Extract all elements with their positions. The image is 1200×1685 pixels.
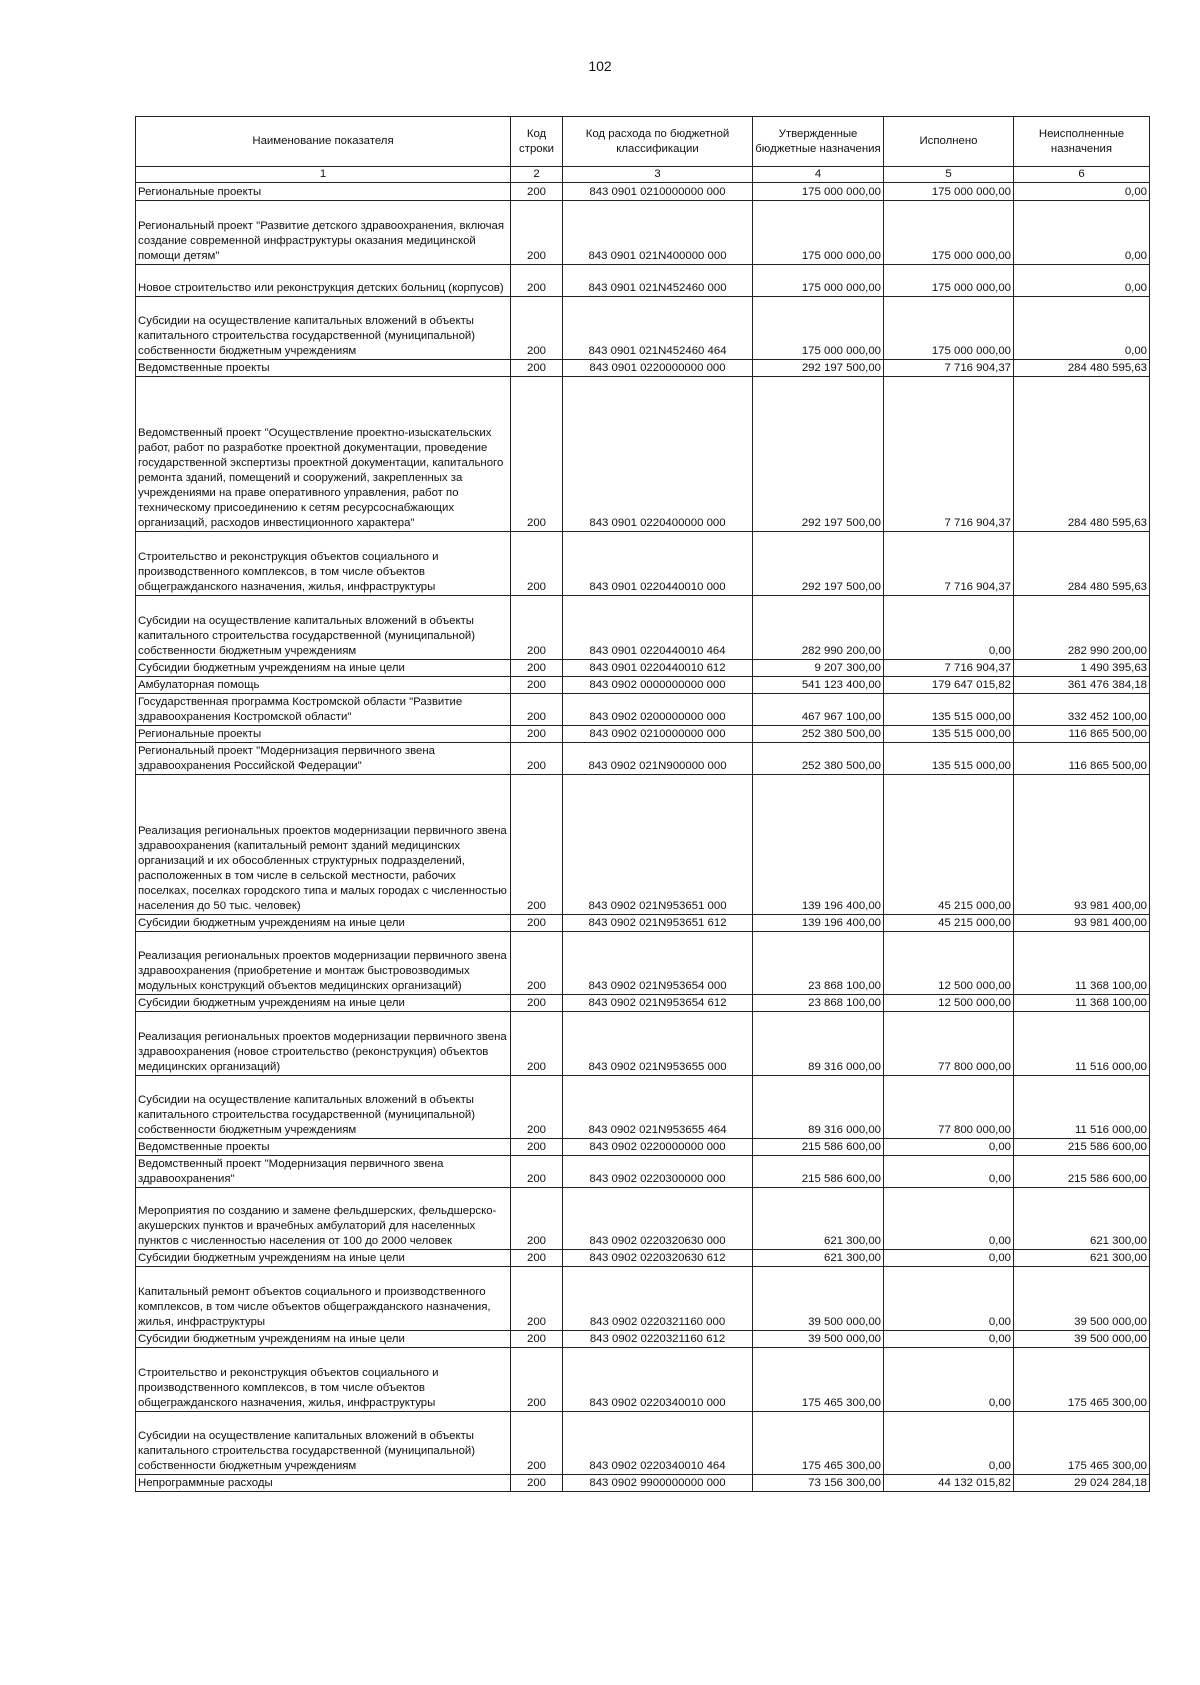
row-line-code: 200 [511,743,563,775]
row-expense-code: 843 0902 021N900000 000 [563,743,753,775]
row-expense-code: 843 0901 0220440010 612 [563,660,753,677]
row-line-code: 200 [511,297,563,360]
row-expense-code: 843 0901 0220440010 000 [563,532,753,596]
header-unexecuted: Неисполненные назначения [1014,117,1150,167]
row-executed: 175 000 000,00 [884,265,1014,297]
row-executed: 12 500 000,00 [884,932,1014,995]
row-unexecuted: 1 490 395,63 [1014,660,1150,677]
table-body [136,183,1150,1492]
row-approved: 89 316 000,00 [753,1012,884,1076]
row-unexecuted: 361 476 384,18 [1014,677,1150,694]
table-row [136,201,1150,265]
table-row [136,1012,1150,1076]
row-name: Субсидии бюджетным учреждениям на иные цели [136,1250,511,1267]
row-name: Ведомственные проекты [136,1139,511,1156]
row-executed: 175 000 000,00 [884,201,1014,265]
column-number: 6 [1014,167,1150,183]
row-approved: 139 196 400,00 [753,775,884,915]
row-unexecuted: 215 586 600,00 [1014,1156,1150,1188]
header-executed: Исполнено [884,117,1014,167]
row-name: Реализация региональных проектов модернизации первичного звена здравоохранения (капитальный ремонт зданий медицинских организаций и их обособленных структурных подразделений, расположенных в том числе в сельской местности, рабочих поселках, поселках городского типа и малых городах с численностью населения до 50 тыс. человек) [136,775,511,915]
row-expense-code: 843 0902 021N953654 000 [563,932,753,995]
row-unexecuted: 39 500 000,00 [1014,1331,1150,1348]
row-unexecuted: 29 024 284,18 [1014,1475,1150,1492]
row-unexecuted: 621 300,00 [1014,1250,1150,1267]
table-row [136,532,1150,596]
table-row [136,1076,1150,1139]
row-line-code: 200 [511,360,563,377]
table-row [136,297,1150,360]
row-line-code: 200 [511,932,563,995]
table-row [136,1331,1150,1348]
row-name: Реализация региональных проектов модернизации первичного звена здравоохранения (новое строительство (реконструкция) объектов медицинских организаций) [136,1012,511,1076]
row-executed: 175 000 000,00 [884,297,1014,360]
row-expense-code: 843 0902 0200000000 000 [563,694,753,726]
row-expense-code: 843 0901 021N400000 000 [563,201,753,265]
row-executed: 0,00 [884,1188,1014,1250]
row-name: Субсидии бюджетным учреждениям на иные цели [136,915,511,932]
row-line-code: 200 [511,183,563,201]
row-unexecuted: 621 300,00 [1014,1188,1150,1250]
header-row [136,117,1150,167]
table-row [136,1188,1150,1250]
row-name: Строительство и реконструкция объектов социального и производственного комплексов, в том числе объектов общегражданского назначения, жилья, инфраструктуры [136,1348,511,1412]
row-unexecuted: 0,00 [1014,201,1150,265]
row-executed: 0,00 [884,1250,1014,1267]
row-line-code: 200 [511,915,563,932]
column-number: 3 [563,167,753,183]
row-line-code: 200 [511,995,563,1012]
row-expense-code: 843 0901 021N452460 464 [563,297,753,360]
row-name: Ведомственный проект "Осуществление проектно-изыскательских работ, работ по разработке проектной документации, проведение государственной экспертизы проектной документации, капитального ремонта зданий, помещений и сооружений, закрепленных за учреждениями на праве оперативного управления, работ по техническому присоединению к сетям ресурсоснабжающих организаций, расходов инвестиционного характера" [136,377,511,532]
row-approved: 39 500 000,00 [753,1267,884,1331]
row-executed: 77 800 000,00 [884,1012,1014,1076]
row-approved: 621 300,00 [753,1188,884,1250]
table-row [136,183,1150,201]
column-number-row [136,167,1150,183]
row-expense-code: 843 0901 0220000000 000 [563,360,753,377]
table-row [136,915,1150,932]
row-executed: 0,00 [884,1139,1014,1156]
row-line-code: 200 [511,1348,563,1412]
row-name: Ведомственный проект "Модернизация первичного звена здравоохранения" [136,1156,511,1188]
row-unexecuted: 0,00 [1014,297,1150,360]
row-name: Субсидии бюджетным учреждениям на иные цели [136,660,511,677]
row-executed: 7 716 904,37 [884,360,1014,377]
row-expense-code: 843 0902 021N953651 612 [563,915,753,932]
row-name: Субсидии бюджетным учреждениям на иные цели [136,1331,511,1348]
row-line-code: 200 [511,677,563,694]
row-unexecuted: 0,00 [1014,183,1150,201]
column-number: 5 [884,167,1014,183]
row-expense-code: 843 0902 0220300000 000 [563,1156,753,1188]
row-line-code: 200 [511,1076,563,1139]
row-approved: 23 868 100,00 [753,995,884,1012]
row-line-code: 200 [511,1331,563,1348]
row-line-code: 200 [511,694,563,726]
row-line-code: 200 [511,532,563,596]
row-name: Реализация региональных проектов модернизации первичного звена здравоохранения (приобретение и монтаж быстровозводимых модульных конструкций объектов медицинских организаций) [136,932,511,995]
row-line-code: 200 [511,1267,563,1331]
row-approved: 292 197 500,00 [753,532,884,596]
header-approved: Утвержденные бюджетные назначения [753,117,884,167]
expenditure-table [135,116,1150,1492]
row-name: Государственная программа Костромской области "Развитие здравоохранения Костромской области" [136,694,511,726]
row-name: Амбулаторная помощь [136,677,511,694]
page-number: 102 [588,58,612,74]
row-approved: 215 586 600,00 [753,1139,884,1156]
row-approved: 175 000 000,00 [753,201,884,265]
row-executed: 179 647 015,82 [884,677,1014,694]
row-name: Субсидии на осуществление капитальных вложений в объекты капитального строительства государственной (муниципальной) собственности бюджетным учреждениям [136,1076,511,1139]
row-executed: 0,00 [884,1156,1014,1188]
row-expense-code: 843 0901 0220400000 000 [563,377,753,532]
row-name: Непрограммные расходы [136,1475,511,1492]
row-executed: 0,00 [884,1331,1014,1348]
row-line-code: 200 [511,1412,563,1475]
row-name: Субсидии на осуществление капитальных вложений в объекты капитального строительства государственной (муниципальной) собственности бюджетным учреждениям [136,1412,511,1475]
table-row [136,660,1150,677]
row-line-code: 200 [511,265,563,297]
column-number: 2 [511,167,563,183]
row-name: Капитальный ремонт объектов социального и производственного комплексов, в том числе объектов общегражданского назначения, жилья, инфраструктуры [136,1267,511,1331]
table-row [136,932,1150,995]
row-line-code: 200 [511,1012,563,1076]
row-unexecuted: 11 368 100,00 [1014,995,1150,1012]
row-executed: 0,00 [884,1267,1014,1331]
row-unexecuted: 116 865 500,00 [1014,726,1150,743]
table-row [136,377,1150,532]
column-number: 4 [753,167,884,183]
row-executed: 0,00 [884,1348,1014,1412]
row-approved: 467 967 100,00 [753,694,884,726]
row-unexecuted: 175 465 300,00 [1014,1412,1150,1475]
row-approved: 252 380 500,00 [753,743,884,775]
row-expense-code: 843 0902 9900000000 000 [563,1475,753,1492]
table-row [136,265,1150,297]
row-executed: 0,00 [884,1412,1014,1475]
header-line-code: Код строки [511,117,563,167]
row-line-code: 200 [511,775,563,915]
row-unexecuted: 215 586 600,00 [1014,1139,1150,1156]
header-name: Наименование показателя [136,117,511,167]
row-line-code: 200 [511,596,563,660]
row-expense-code: 843 0902 0220340010 464 [563,1412,753,1475]
row-executed: 135 515 000,00 [884,726,1014,743]
row-approved: 215 586 600,00 [753,1156,884,1188]
row-name: Субсидии на осуществление капитальных вложений в объекты капитального строительства государственной (муниципальной) собственности бюджетным учреждениям [136,297,511,360]
row-expense-code: 843 0901 021N452460 000 [563,265,753,297]
row-name: Региональный проект "Развитие детского здравоохранения, включая создание современной инфраструктуры оказания медицинской помощи детям" [136,201,511,265]
row-line-code: 200 [511,1188,563,1250]
table-row [136,775,1150,915]
row-approved: 292 197 500,00 [753,360,884,377]
row-approved: 9 207 300,00 [753,660,884,677]
row-executed: 7 716 904,37 [884,532,1014,596]
row-line-code: 200 [511,377,563,532]
row-name: Ведомственные проекты [136,360,511,377]
header-expense-code: Код расхода по бюджетной классификации [563,117,753,167]
row-expense-code: 843 0902 021N953651 000 [563,775,753,915]
row-expense-code: 843 0902 0220321160 000 [563,1267,753,1331]
row-expense-code: 843 0902 0220000000 000 [563,1139,753,1156]
row-executed: 175 000 000,00 [884,183,1014,201]
row-line-code: 200 [511,201,563,265]
row-expense-code: 843 0902 021N953654 612 [563,995,753,1012]
table-row [136,743,1150,775]
row-approved: 175 000 000,00 [753,265,884,297]
table-row [136,694,1150,726]
row-unexecuted: 332 452 100,00 [1014,694,1150,726]
table-row [136,1267,1150,1331]
row-unexecuted: 175 465 300,00 [1014,1348,1150,1412]
row-unexecuted: 284 480 595,63 [1014,532,1150,596]
row-line-code: 200 [511,660,563,677]
row-unexecuted: 284 480 595,63 [1014,360,1150,377]
row-name: Строительство и реконструкция объектов социального и производственного комплексов, в том числе объектов общегражданского назначения, жилья, инфраструктуры [136,532,511,596]
row-approved: 39 500 000,00 [753,1331,884,1348]
row-approved: 541 123 400,00 [753,677,884,694]
row-executed: 0,00 [884,596,1014,660]
table-row [136,1348,1150,1412]
table-row [136,1156,1150,1188]
row-expense-code: 843 0902 0000000000 000 [563,677,753,694]
row-executed: 7 716 904,37 [884,660,1014,677]
row-approved: 621 300,00 [753,1250,884,1267]
row-approved: 252 380 500,00 [753,726,884,743]
row-line-code: 200 [511,1139,563,1156]
row-name: Региональные проекты [136,726,511,743]
table-row [136,596,1150,660]
row-line-code: 200 [511,1475,563,1492]
row-expense-code: 843 0902 0220320630 000 [563,1188,753,1250]
row-executed: 77 800 000,00 [884,1076,1014,1139]
row-unexecuted: 39 500 000,00 [1014,1267,1150,1331]
row-expense-code: 843 0902 0220320630 612 [563,1250,753,1267]
row-line-code: 200 [511,726,563,743]
row-name: Региональный проект "Модернизация первичного звена здравоохранения Российской Федерации" [136,743,511,775]
row-unexecuted: 282 990 200,00 [1014,596,1150,660]
row-executed: 45 215 000,00 [884,915,1014,932]
row-unexecuted: 11 368 100,00 [1014,932,1150,995]
row-unexecuted: 0,00 [1014,265,1150,297]
row-expense-code: 843 0901 0210000000 000 [563,183,753,201]
row-unexecuted: 284 480 595,63 [1014,377,1150,532]
row-name: Субсидии бюджетным учреждениям на иные цели [136,995,511,1012]
row-executed: 45 215 000,00 [884,775,1014,915]
row-line-code: 200 [511,1250,563,1267]
row-executed: 12 500 000,00 [884,995,1014,1012]
row-approved: 23 868 100,00 [753,932,884,995]
row-approved: 175 465 300,00 [753,1412,884,1475]
row-expense-code: 843 0902 0220340010 000 [563,1348,753,1412]
row-line-code: 200 [511,1156,563,1188]
row-approved: 175 000 000,00 [753,297,884,360]
row-expense-code: 843 0902 0220321160 612 [563,1331,753,1348]
table-row [136,1139,1150,1156]
row-unexecuted: 93 981 400,00 [1014,775,1150,915]
table-row [136,995,1150,1012]
row-name: Региональные проекты [136,183,511,201]
table-row [136,360,1150,377]
row-unexecuted: 11 516 000,00 [1014,1012,1150,1076]
row-expense-code: 843 0901 0220440010 464 [563,596,753,660]
row-expense-code: 843 0902 021N953655 464 [563,1076,753,1139]
row-executed: 135 515 000,00 [884,743,1014,775]
row-unexecuted: 11 516 000,00 [1014,1076,1150,1139]
row-approved: 89 316 000,00 [753,1076,884,1139]
row-approved: 139 196 400,00 [753,915,884,932]
row-expense-code: 843 0902 0210000000 000 [563,726,753,743]
row-expense-code: 843 0902 021N953655 000 [563,1012,753,1076]
row-unexecuted: 116 865 500,00 [1014,743,1150,775]
row-name: Мероприятия по созданию и замене фельдшерских, фельдшерско-акушерских пунктов и врачебных амбулаторий для населенных пунктов с численностью населения от 100 до 2000 человек [136,1188,511,1250]
row-approved: 73 156 300,00 [753,1475,884,1492]
table-row [136,677,1150,694]
row-executed: 135 515 000,00 [884,694,1014,726]
column-number: 1 [136,167,511,183]
row-approved: 282 990 200,00 [753,596,884,660]
row-approved: 175 465 300,00 [753,1348,884,1412]
row-name: Субсидии на осуществление капитальных вложений в объекты капитального строительства государственной (муниципальной) собственности бюджетным учреждениям [136,596,511,660]
row-approved: 175 000 000,00 [753,183,884,201]
row-unexecuted: 93 981 400,00 [1014,915,1150,932]
row-executed: 7 716 904,37 [884,377,1014,532]
table-row [136,1475,1150,1492]
table-row [136,1412,1150,1475]
row-name: Новое строительство или реконструкция детских больниц (корпусов) [136,265,511,297]
table-row [136,726,1150,743]
table-row [136,1250,1150,1267]
row-executed: 44 132 015,82 [884,1475,1014,1492]
row-approved: 292 197 500,00 [753,377,884,532]
